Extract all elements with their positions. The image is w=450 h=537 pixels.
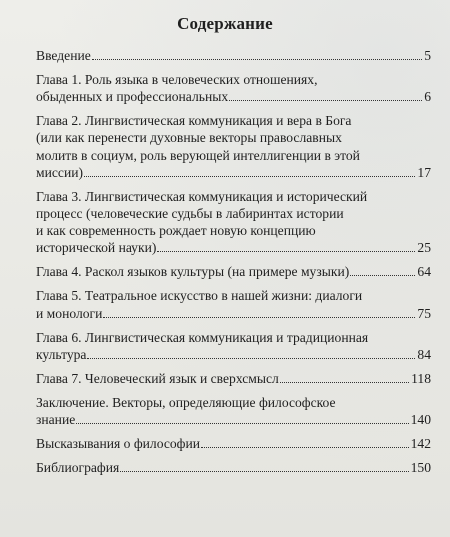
toc-entry-title-line: и как современность рождает новую концепцию [36, 223, 316, 239]
toc-page-number: 75 [417, 305, 431, 321]
toc-entry-title: Введение [36, 48, 91, 63]
toc-entry-quotes [36, 435, 431, 452]
toc-entry-title-line: молитв в социум, роль верующей интеллигенции в этой [36, 147, 360, 163]
dot-leader [87, 346, 415, 359]
toc-entry-title-line: Заключение. Векторы, определяющие философское [36, 394, 336, 410]
toc-entry-bibliography [36, 459, 431, 476]
toc-entry-title-line: культура [36, 346, 87, 362]
dot-leader [103, 305, 415, 318]
dot-leader [280, 370, 409, 383]
dot-leader [201, 435, 409, 448]
dot-leader [76, 411, 408, 424]
toc-entry-title-line: (или как перенести духовные векторы православных [36, 130, 342, 146]
toc-entry-title-line: Глава 6. Лингвистическая коммуникация и традиционная [36, 329, 369, 345]
toc-entry-title-line: процесс (человеческие судьбы в лабиринтах истории [36, 206, 344, 222]
toc-entry-title-line: исторической науки) [36, 240, 157, 256]
toc-page-number: 5 [424, 48, 431, 63]
toc-entry-title: Глава 4. Раскол языков культуры (на примере музыки) [36, 264, 350, 280]
toc-entry-title-line: знание [36, 412, 76, 428]
toc-entry-title-line: Глава 2. Лингвистическая коммуникация и вера в Бога [36, 113, 352, 129]
toc-entry-title-line: обыденных и профессиональных [36, 89, 229, 105]
toc-page-number: 140 [410, 412, 431, 428]
toc-entry-chapter-1 [36, 71, 431, 105]
toc-entry-title: Высказывания о философии [36, 436, 201, 452]
dot-leader [229, 88, 422, 101]
toc-entry-chapter-2 [36, 112, 431, 181]
toc-entry-chapter-7 [36, 370, 431, 387]
toc-page-number: 25 [417, 240, 431, 256]
toc-page-number: 64 [417, 264, 431, 280]
dot-leader [157, 239, 415, 252]
toc-page-number: 84 [417, 346, 431, 362]
toc-entry-title: Библиография [36, 460, 120, 476]
dot-leader [92, 47, 422, 60]
toc-entry-title-line: миссии) [36, 164, 84, 180]
toc-page-number: 118 [411, 370, 431, 386]
toc-page-number: 150 [410, 460, 431, 476]
toc-entry-introduction [36, 47, 431, 64]
dot-leader [350, 263, 415, 276]
toc-entry-chapter-4 [36, 263, 431, 280]
toc-entry-chapter-5 [36, 287, 431, 321]
toc-entry-title-line: Глава 3. Лингвистическая коммуникация и исторический [36, 188, 368, 204]
toc-page-number: 17 [417, 164, 431, 180]
toc-entry-title: Глава 7. Человеческий язык и сверхсмысл [36, 370, 279, 386]
toc-page-number: 142 [410, 436, 431, 452]
toc-entry-chapter-6 [36, 329, 431, 363]
toc-entry-title-line: и монологи [36, 305, 103, 321]
toc-entry-title-line: Глава 1. Роль языка в человеческих отношениях, [36, 72, 318, 87]
table-of-contents [36, 47, 431, 483]
dot-leader [84, 164, 415, 177]
toc-entry-chapter-3 [36, 188, 431, 257]
toc-entry-conclusion [36, 394, 431, 428]
toc-page-number: 6 [424, 89, 431, 105]
dot-leader [120, 459, 408, 472]
contents-heading: Содержание [177, 14, 273, 33]
toc-entry-title-line: Глава 5. Театральное искусство в нашей жизни: диалоги [36, 288, 363, 304]
